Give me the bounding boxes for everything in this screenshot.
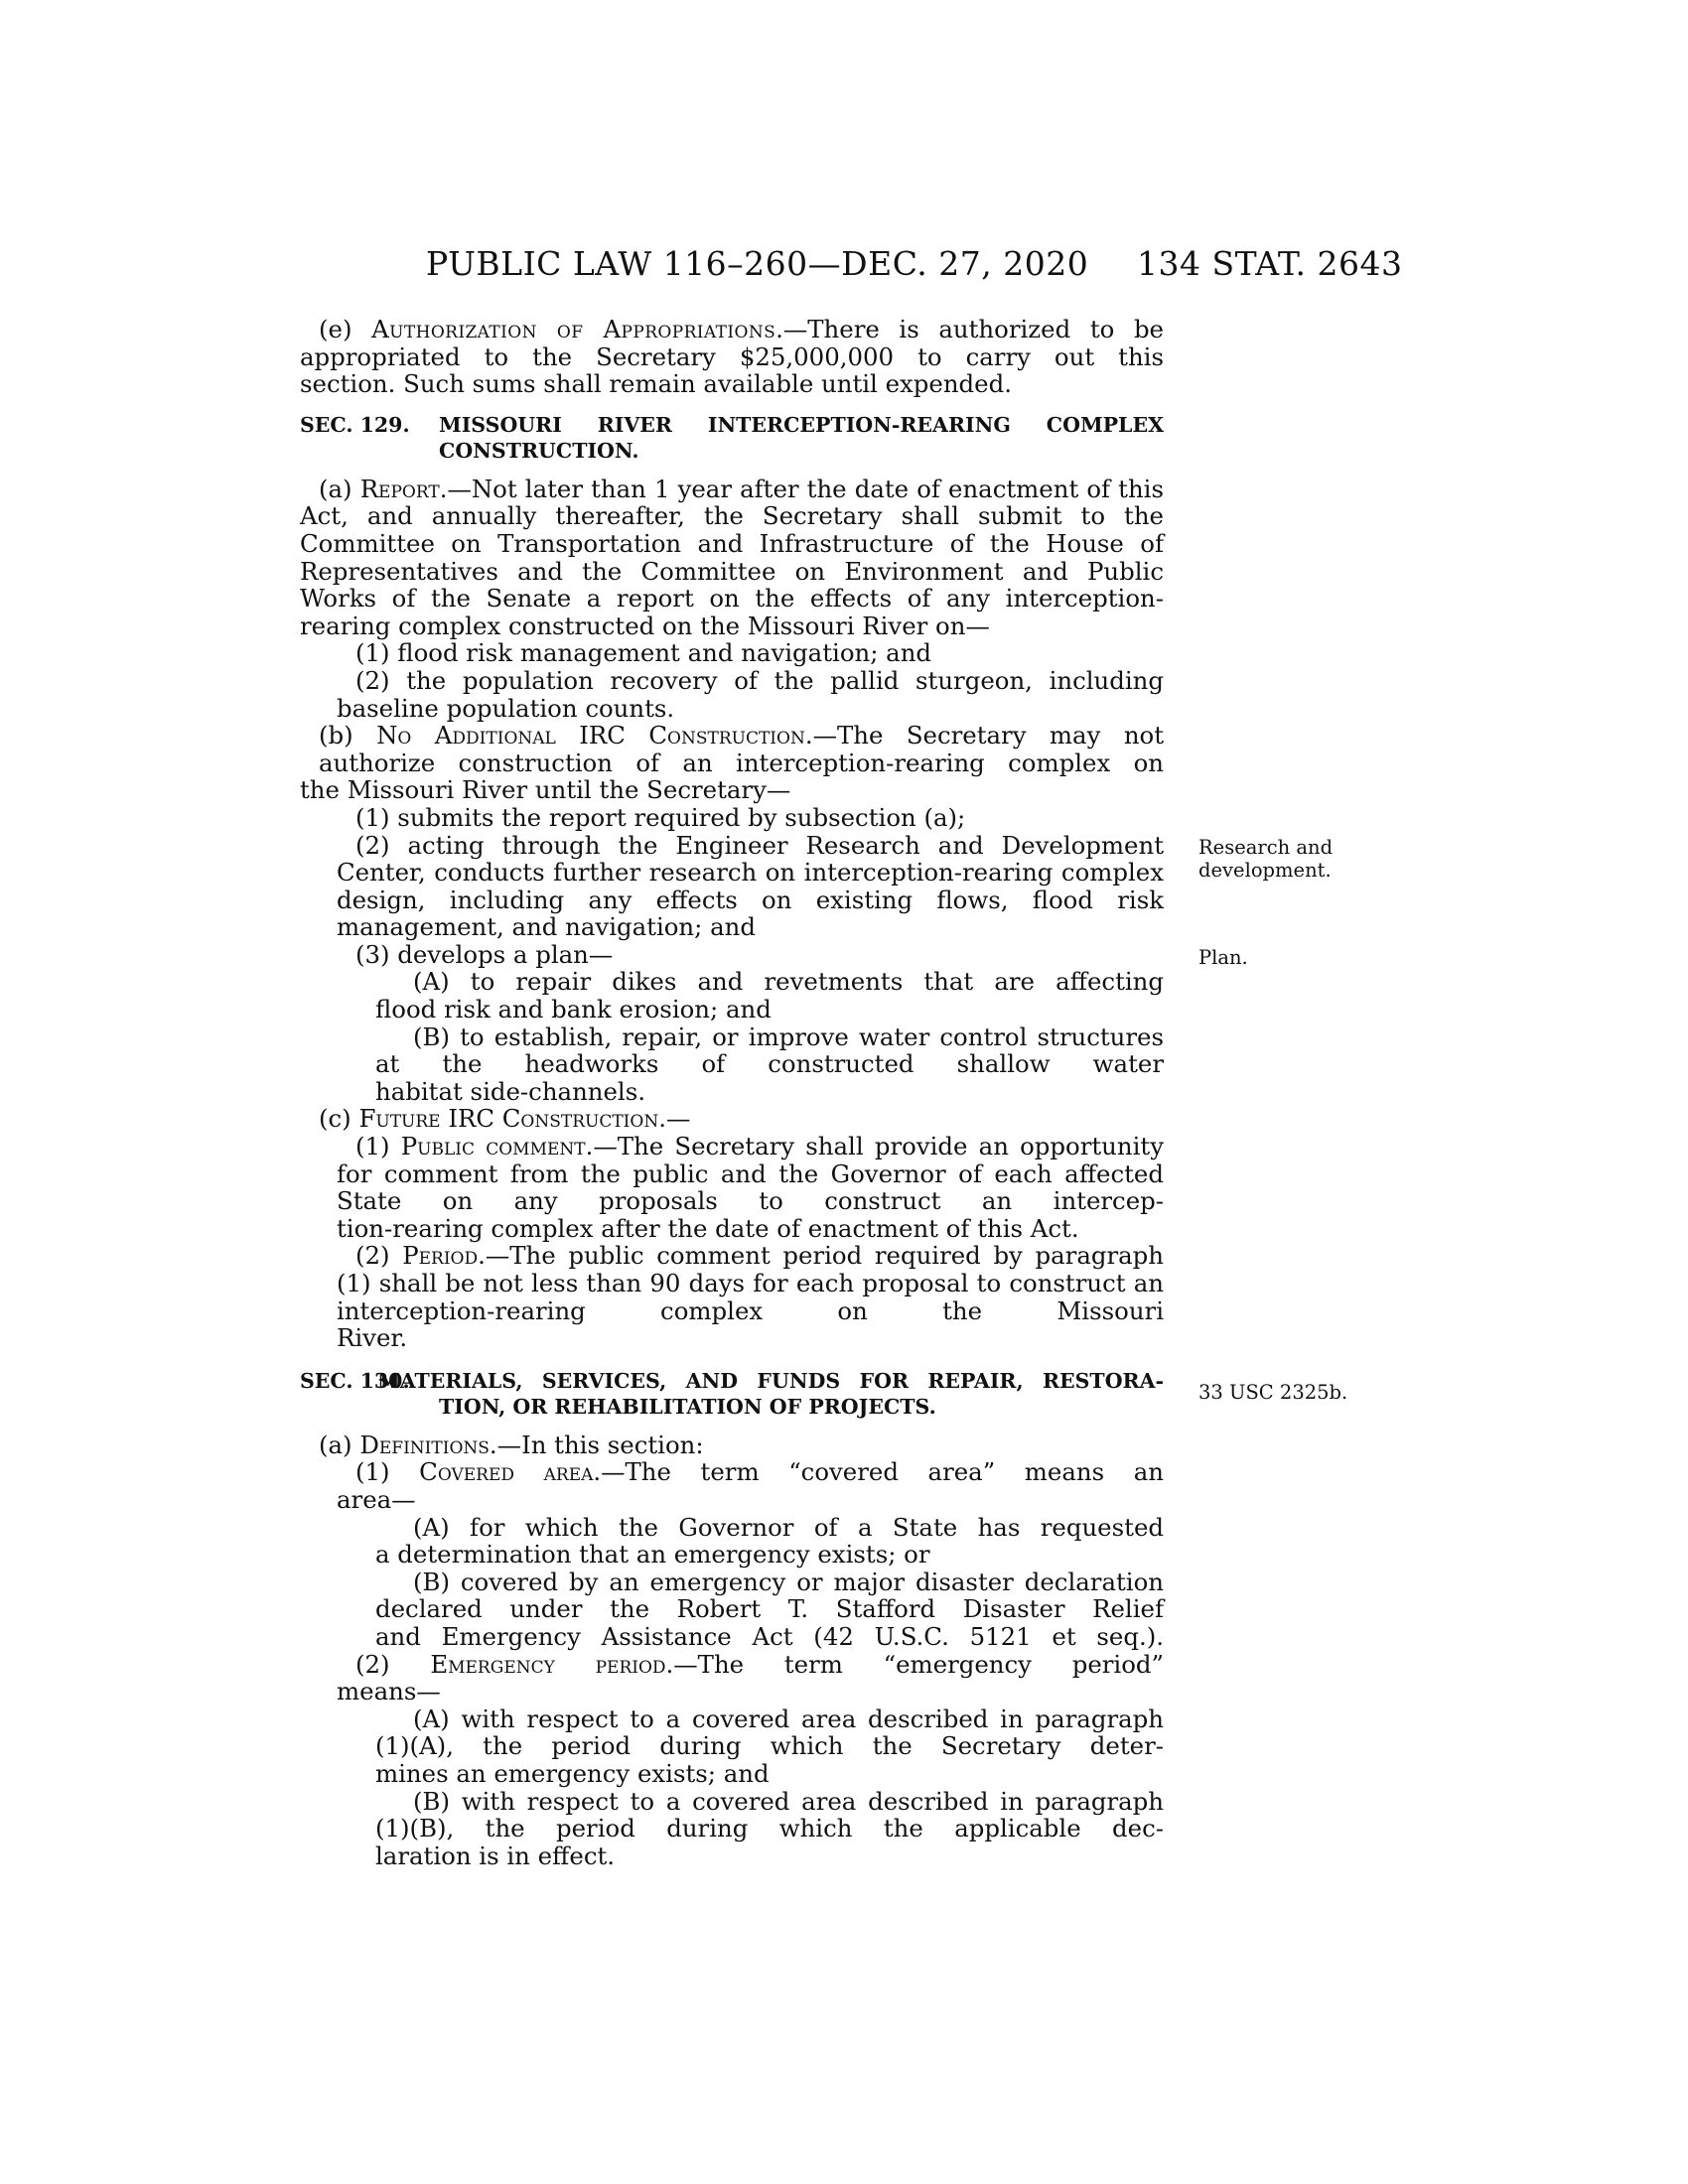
- small-caps-heading: Period: [402, 1241, 479, 1271]
- margin-note-research-line-2: development.: [1198, 859, 1332, 882]
- margin-note-plan: Plan.: [1198, 946, 1248, 969]
- paragraph-covered-area-end: area—: [337, 1484, 416, 1514]
- section-number: SEC. 130.: [300, 1368, 410, 1393]
- small-caps-heading: Report: [359, 474, 440, 503]
- paragraph-irc-item-2: (2) acting through the Engineer Research and Development Center, conducts further research on interception-rearing complex design, including any effects on existing flows, flood risk: [337, 830, 1164, 914]
- section-title: MISSOURI RIVER INTERCEPTION-REARING COMPLEX CONSTRUCTION.: [439, 412, 1164, 463]
- small-caps-heading: Authorization of Appropriations: [371, 315, 776, 343]
- small-caps-heading: No Additional IRC Construction: [376, 721, 805, 751]
- paragraph-report: (a) Report.—Not later than 1 year after the date of enactment of this Act, and annually thereafter, the Secretary shall submit to the Committee on Transportation and Infrastructure of the House of Representatives and the Committee on Environment and Public Works of the Senate a report on the effects of any interception-: [300, 474, 1164, 614]
- paragraph-no-additional-irc-end: the Missouri River until the Secretary—: [300, 775, 791, 805]
- paragraph-irc-item-3b: (B) to establish, repair, or improve water control structures at the headworks of constructed shallow water: [375, 1022, 1164, 1079]
- paragraph-irc-item-3: (3) develops a plan—: [355, 939, 614, 969]
- document-body: [300, 316, 1164, 1869]
- paragraph-irc-item-3a: (A) to repair dikes and revetments that are affecting: [413, 967, 1164, 997]
- small-caps-heading: Definitions: [359, 1430, 490, 1459]
- margin-note-usc: 33 USC 2325b.: [1198, 1381, 1348, 1404]
- small-caps-heading: Public comment: [400, 1132, 586, 1161]
- paragraph-definitions: (a) Definitions.—In this section:: [319, 1430, 704, 1459]
- paragraph-emergency-period: (2) Emergency period.—The term “emergency period”: [355, 1649, 1164, 1679]
- paragraph-covered-area-a-end: a determination that an emergency exists; or: [375, 1540, 930, 1570]
- paragraph-period: (2) Period.—The public comment period required by paragraph (1) shall be not less than 90 days for each proposal to construct an interception-rearing complex on the Missouri: [337, 1241, 1164, 1325]
- small-caps-heading: Future IRC Construction: [358, 1104, 659, 1134]
- paragraph-future-irc: (c) Future IRC Construction.—: [319, 1104, 691, 1134]
- small-caps-heading: Emergency period: [430, 1649, 666, 1679]
- paragraph-irc-item-3a-end: flood risk and bank erosion; and: [375, 995, 772, 1024]
- paragraph-emergency-period-b: (B) with respect to a covered area described in paragraph (1)(B), the period during which the applicable dec-: [375, 1786, 1164, 1843]
- paragraph-public-comment: (1) Public comment.—The Secretary shall provide an opportunity for comment from the public and the Governor of each affected State on any proposals to construct an intercep-: [337, 1132, 1164, 1216]
- paragraph-emergency-period-b-end: laration is in effect.: [375, 1841, 616, 1870]
- section-129-heading: [300, 412, 1164, 464]
- paragraph-irc-item-3b-end: habitat side-channels.: [375, 1076, 646, 1106]
- running-header-title: PUBLIC LAW 116–260—DEC. 27, 2020: [426, 244, 1089, 283]
- section-130-heading: [300, 1368, 1164, 1420]
- small-caps-heading: Covered area: [419, 1457, 594, 1487]
- paragraph-emergency-period-end: means—: [337, 1677, 441, 1706]
- section-number: SEC. 129.: [300, 412, 410, 437]
- section-title: MATERIALS, SERVICES, AND FUNDS FOR REPAIR, RESTORA- TION, OR REHABILITATION OF PROJECTS.: [377, 1368, 1164, 1419]
- paragraph-report-end: rearing complex constructed on the Missouri River on—: [300, 611, 990, 640]
- paragraph-period-end: River.: [337, 1323, 408, 1353]
- paragraph-public-comment-end: tion-rearing complex after the date of enactment of this Act.: [337, 1213, 1079, 1243]
- paragraph-covered-area-b-end: and Emergency Assistance Act (42 U.S.C. 5121 et seq.).: [375, 1621, 1164, 1651]
- paragraph-authorization-end: section. Such sums shall remain available until expended.: [300, 369, 1012, 399]
- margin-note-research: [1198, 836, 1333, 882]
- paragraph-irc-item-1: (1) submits the report required by subsection (a);: [355, 802, 966, 832]
- paragraph-no-additional-irc: (b) No Additional IRC Construction.—The Secretary may not authorize construction of an interception-rearing complex on: [319, 721, 1165, 777]
- paragraph-report-item-1: (1) flood risk management and navigation; and: [355, 638, 932, 668]
- paragraph-authorization: (e) Authorization of Appropriations.—There is authorized to be appropriated to the Secretary $25,000,000 to carry out this: [300, 315, 1164, 371]
- paragraph-covered-area: (1) Covered area.—The term “covered area” means an: [355, 1457, 1165, 1487]
- paragraph-report-item-2-end: baseline population counts.: [337, 693, 675, 723]
- paragraph-covered-area-b: (B) covered by an emergency or major disaster declaration declared under the Robert T. Stafford Disaster Relief: [375, 1567, 1164, 1624]
- paragraph-emergency-period-a-end: mines an emergency exists; and: [375, 1758, 770, 1788]
- running-header-page-number: 134 STAT. 2643: [1137, 244, 1403, 283]
- paragraph-covered-area-a: (A) for which the Governor of a State has requested: [413, 1512, 1164, 1542]
- paragraph-irc-item-2-end: management, and navigation; and: [337, 912, 756, 942]
- paragraph-report-item-2: (2) the population recovery of the pallid sturgeon, including: [355, 665, 1164, 695]
- margin-note-research-line-1: Research and: [1198, 836, 1334, 859]
- paragraph-emergency-period-a: (A) with respect to a covered area described in paragraph (1)(A), the period during which the Secretary deter-: [375, 1704, 1164, 1761]
